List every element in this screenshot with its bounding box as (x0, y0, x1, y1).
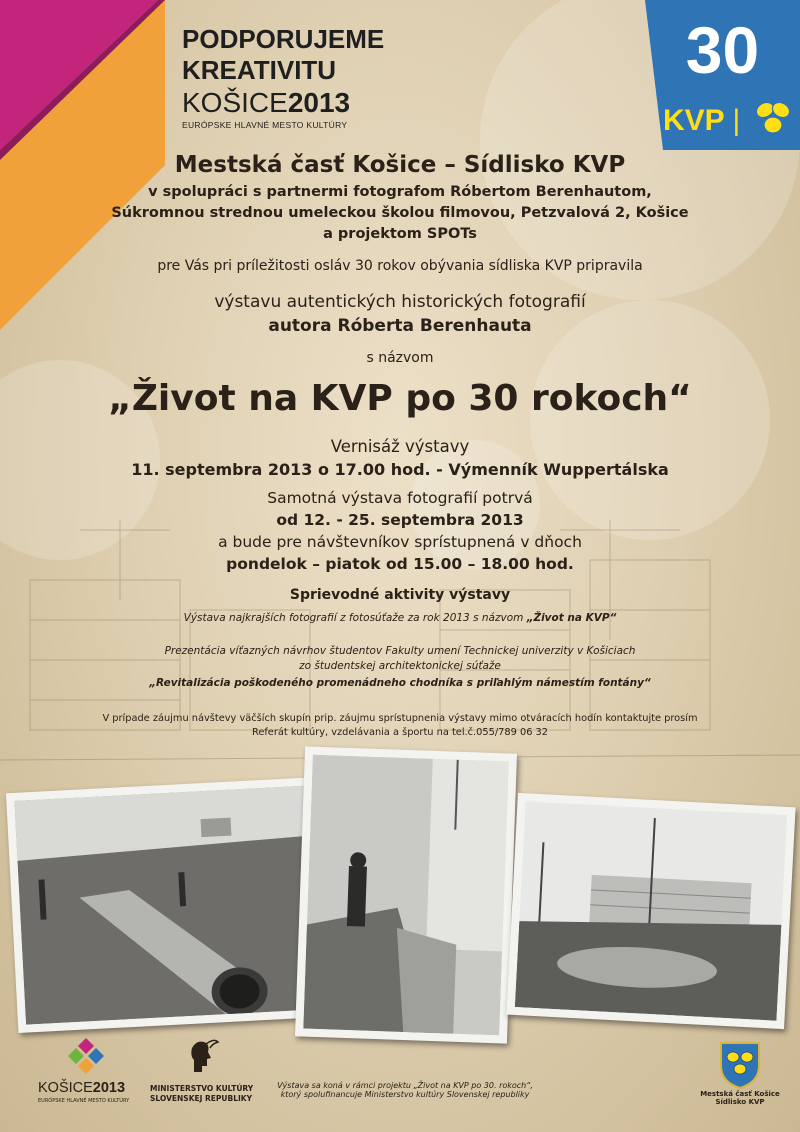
campaign-line-1: PODPORUJEME (182, 24, 385, 54)
footer-city-name: KOŠICE2013 (38, 1080, 126, 1096)
badge-divider: | (732, 104, 741, 137)
activities-heading: Sprievodné aktivity výstavy (289, 587, 511, 603)
colorful-cross-icon (66, 1036, 106, 1076)
historical-photo-construction (506, 793, 795, 1029)
vernissage-label: Vernisáž výstavy (330, 437, 470, 456)
coat-of-arms-icon (718, 1040, 762, 1090)
activity-item-2-title: „Revitalizácia poškodeného promenádneho chodníka s priľahlým námestím fontány“ (149, 677, 651, 689)
footer-note-line-1: Výstava sa koná v rámci projektu „Život na KVP po 30. rokoch“, (277, 1081, 533, 1090)
footer-kvp-logo (690, 1040, 790, 1106)
exhibition-title: „Život na KVP po 30 rokoch“ (108, 378, 692, 419)
badge-label: KVP | (663, 104, 741, 137)
historical-photo-pipeline (6, 777, 330, 1033)
exhibition-author: autora Róberta Berenhauta (268, 316, 532, 336)
exhibition-named: s názvom (366, 350, 434, 366)
leaf-cluster-icon (753, 98, 793, 138)
run-line-2: a bude pre návštevníkov sprístupnená v dňoch (218, 533, 582, 551)
kvp-logo-line-1: Mestská časť Košice (700, 1090, 780, 1098)
kvp-logo-line-2: Sídlisko KVP (715, 1098, 765, 1106)
organizer-title: Mestská časť Košice – Sídlisko KVP (174, 152, 626, 178)
run-line-1: Samotná výstava fotografií potrvá (267, 489, 533, 507)
ministry-head-icon (180, 1036, 220, 1076)
run-dates: od 12. - 25. septembra 2013 (276, 511, 524, 529)
city-subtitle: EURÓPSKE HLAVNÉ MESTO KULTÚRY (182, 120, 348, 130)
footer-note-line-2: ktorý spolufinancuje Ministerstvo kultúry Slovenskej republiky (280, 1090, 530, 1099)
organizer-line-1: v spolupráci s partnermi fotografom Róbertom Berenhautom, (148, 184, 652, 200)
footer-city-subtitle: EURÓPSKE HLAVNÉ MESTO KULTÚRY (38, 1098, 130, 1104)
kvp-30-badge (645, 0, 800, 150)
organizer-line-2: Súkromnou strednou umeleckou školou filmovou, Petzvalová 2, Košice (111, 205, 689, 221)
badge-number: 30 (685, 13, 760, 87)
campaign-line-2: KREATIVITU (182, 55, 337, 85)
exhibition-desc: výstavu autentických historických fotografií (214, 292, 586, 312)
activity-item-2-line-2: zo študentskej architektonickej súťaže (299, 660, 501, 672)
run-hours: pondelok – piatok od 15.00 – 18.00 hod. (226, 555, 574, 573)
ministry-line-1: MINISTERSTVO KULTÚRY (150, 1084, 254, 1093)
organizer-line-3: a projektom SPOTs (323, 226, 477, 242)
historical-photo-worker (295, 746, 517, 1043)
city-name: KOŠICE2013 (182, 87, 351, 118)
kosice-2013-logo (182, 24, 384, 130)
intro-text: pre Vás pri príležitosti osláv 30 rokov obývania sídliska KVP pripravila (157, 258, 643, 274)
contact-line-1: V prípade záujmu návštevy väčších skupín prip. záujmu sprístupnenia výstavy mimo otváracích hodín kontaktujte prosím (102, 713, 698, 724)
activity-item-2-line-1: Prezentácia víťazných návrhov študentov Fakulty umení Technickej univerzity v Košiciach (164, 645, 636, 657)
activity-item-1: Výstava najkrajších fotografií z fotosúťaže za rok 2013 s názvom „Život na KVP“ (183, 612, 617, 624)
contact-line-2: Referát kultúry, vzdelávania a športu na tel.č.055/789 06 32 (251, 727, 549, 738)
vernissage-datetime: 11. septembra 2013 o 17.00 hod. - Výmenník Wuppertálska (131, 460, 669, 479)
ministry-line-2: SLOVENSKEJ REPUBLIKY (150, 1094, 253, 1103)
footer-note (250, 1081, 560, 1099)
